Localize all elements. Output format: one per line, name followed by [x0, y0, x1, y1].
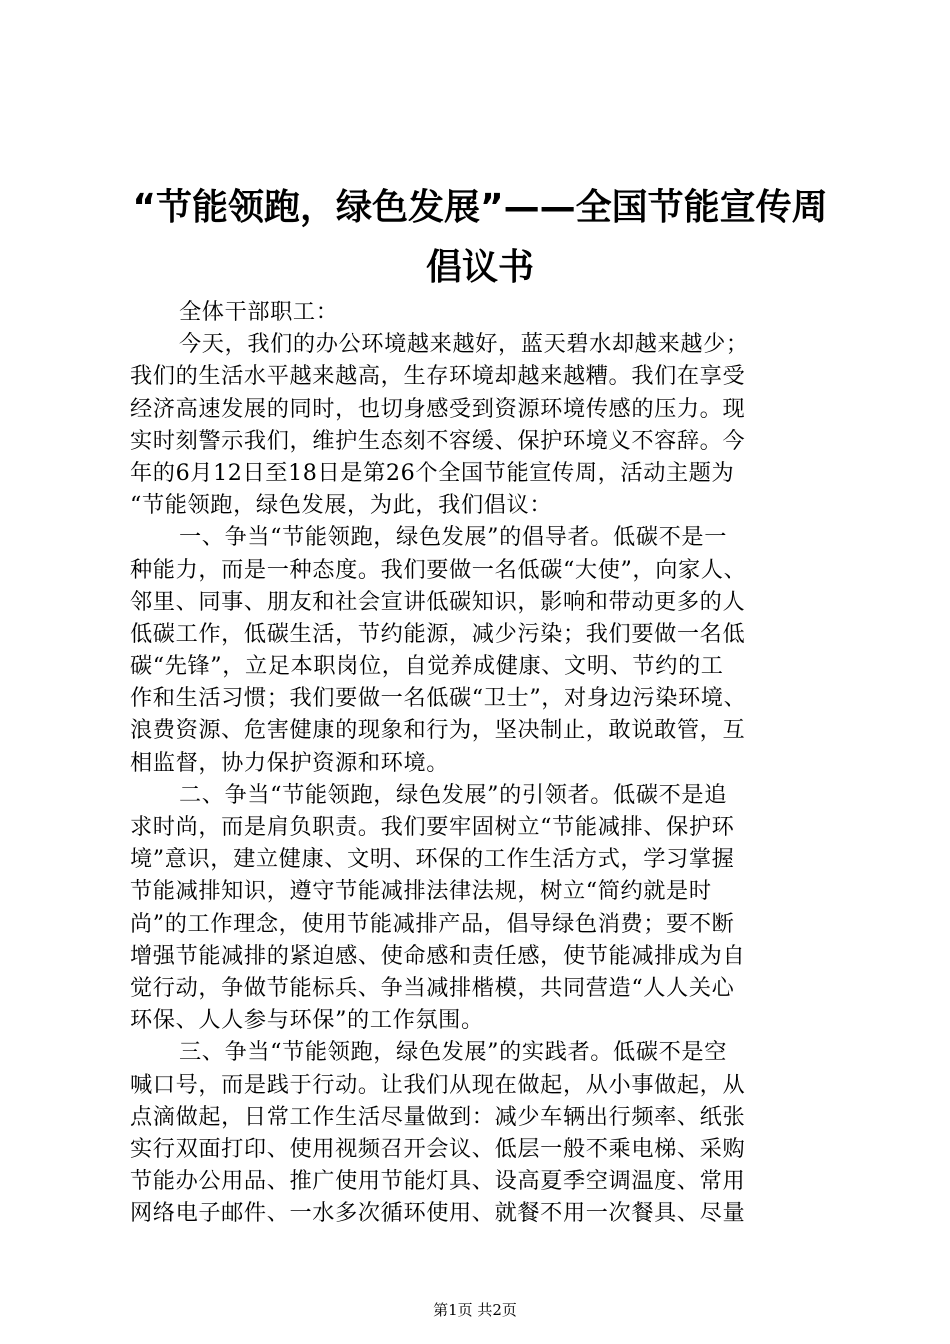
paragraph-line: 尚”的工作理念，使用节能减排产品，倡导绿色消费；要不断: [130, 910, 735, 937]
paragraph-line: 相监督，协力保护资源和环境。: [130, 749, 450, 776]
paragraph-line: 全体干部职工：: [179, 299, 339, 325]
paragraph-line: 二、争当“节能领跑，绿色发展”的引领者。低碳不是追: [179, 781, 727, 808]
page-footer: 第1页 共2页: [433, 1301, 517, 1319]
paragraph-line: 增强节能减排的紧迫感、使命感和责任感，使节能减排成为自: [130, 942, 746, 969]
paragraph-line: 年的6月12日至18日是第26个全国节能宣传周，活动主题为: [130, 459, 735, 486]
paragraph-line: 实行双面打印、使用视频召开会议、低层一般不乘电梯、采购: [130, 1135, 746, 1162]
paragraph-line: 三、争当“节能领跑，绿色发展”的实践者。低碳不是空: [179, 1039, 727, 1066]
paragraph-line: 觉行动，争做节能标兵、争当减排楷模，共同营造“人人关心: [130, 974, 735, 1001]
document-title-line-2: 倡议书: [425, 247, 534, 288]
paragraph-line: 网络电子邮件、一水多次循环使用、就餐不用一次餐具、尽量: [130, 1200, 746, 1227]
document-body: [130, 296, 840, 1229]
paragraph-line: 浪费资源、危害健康的现象和行为，坚决制止，敢说敢管，互: [130, 717, 746, 744]
paragraph-line: “节能领跑，绿色发展，为此，我们倡议：: [130, 492, 553, 519]
paragraph-line: 经济高速发展的同时，也切身感受到资源环境传感的压力。现: [130, 395, 746, 422]
paragraph-line: 节能减排知识，遵守节能减排法律法规，树立“简约就是时: [130, 878, 712, 905]
paragraph-line: 作和生活习惯；我们要做一名低碳“卫士”，对身边污染环境、: [130, 685, 747, 712]
paragraph-line: 邻里、同事、朋友和社会宣讲低碳知识，影响和带动更多的人: [130, 588, 746, 615]
paragraph-line: 喊口号，而是践于行动。让我们从现在做起，从小事做起，从: [130, 1071, 746, 1098]
paragraph-line: 节能办公用品、推广使用节能灯具、设高夏季空调温度、常用: [130, 1168, 746, 1195]
document-title-line-1: “节能领跑，绿色发展”——全国节能宣传周: [132, 187, 828, 228]
paragraph-line: 求时尚，而是肩负职责。我们要牢固树立“节能减排、保护环: [130, 814, 735, 840]
paragraph-line: 我们的生活水平越来越高，生存环境却越来越糟。我们在享受: [130, 363, 746, 390]
paragraph-line: 点滴做起，日常工作生活尽量做到：减少车辆出行频率、纸张: [130, 1103, 746, 1130]
paragraph-line: 一、争当“节能领跑，绿色发展”的倡导者。低碳不是一: [179, 524, 727, 551]
paragraph-line: 实时刻警示我们，维护生态刻不容缓、保护环境义不容辞。今: [130, 427, 746, 454]
paragraph-line: 今天，我们的办公环境越来越好，蓝天碧水却越来越少；: [179, 331, 749, 358]
paragraph-line: 低碳工作，低碳生活，节约能源，减少污染；我们要做一名低: [130, 620, 746, 647]
paragraph-line: 环保、人人参与环保”的工作氛围。: [130, 1007, 484, 1034]
paragraph-line: 种能力，而是一种态度。我们要做一名低碳“大使”，向家人、: [130, 556, 747, 583]
paragraph-line: 境”意识，建立健康、文明、环保的工作生活方式，学习掌握: [130, 846, 735, 873]
paragraph-line: 碳“先锋”，立足本职岗位，自觉养成健康、文明、节约的工: [130, 653, 724, 680]
